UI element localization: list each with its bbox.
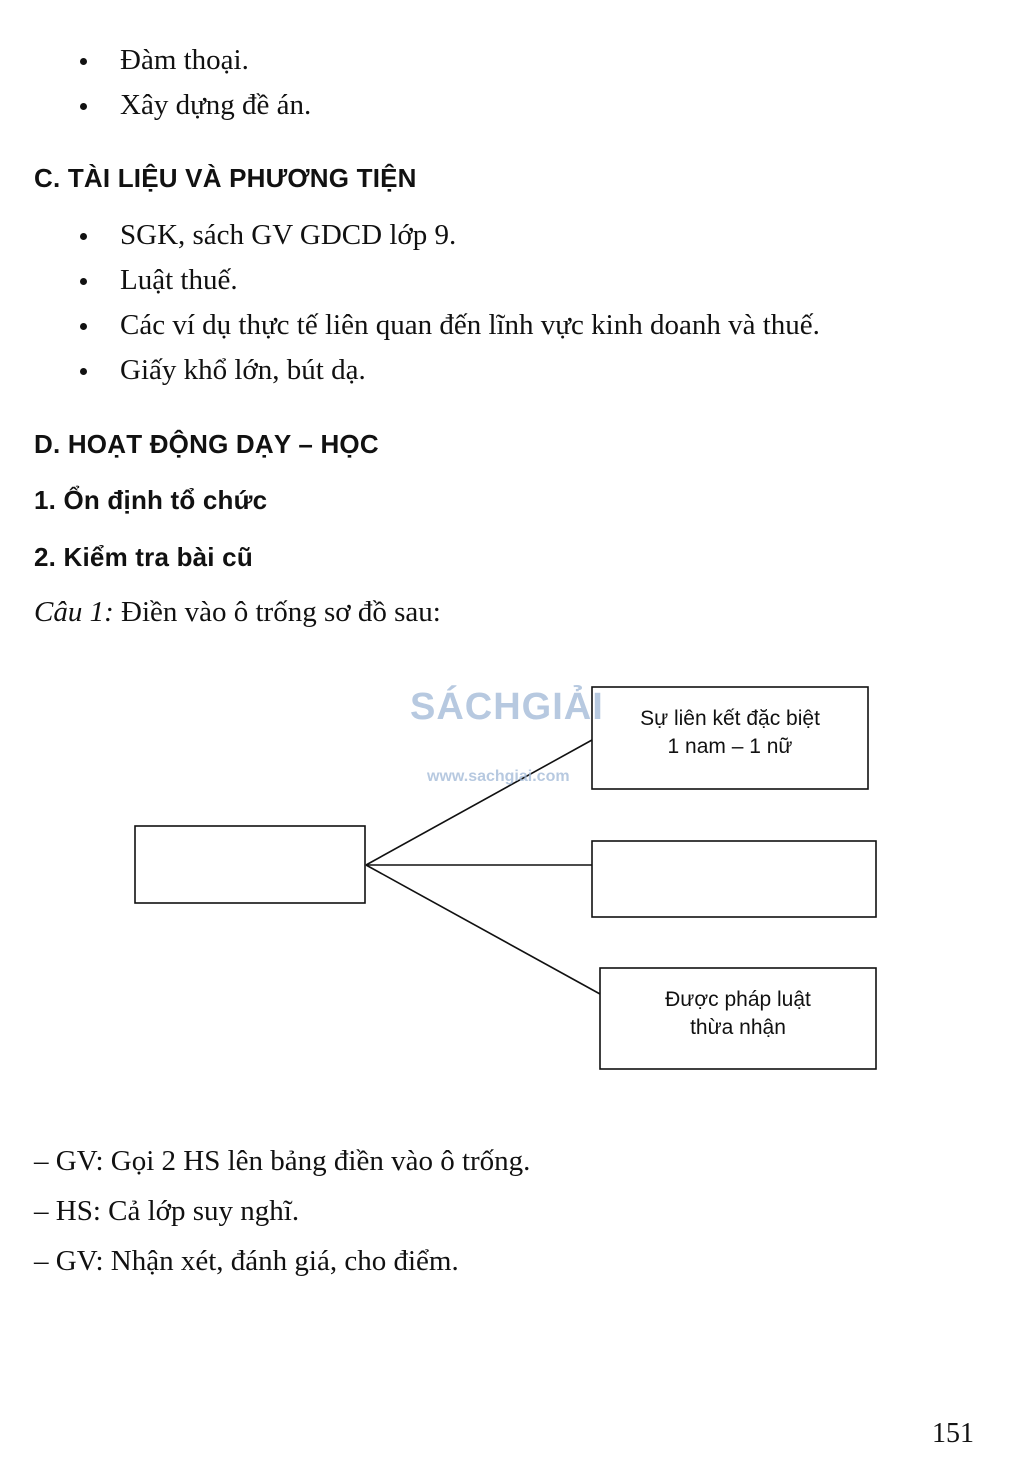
list-item: SGK, sách GV GDCD lớp 9.: [0, 213, 820, 258]
list-item: Đàm thoại.: [0, 38, 311, 83]
note-line-2: – HS: Cả lớp suy nghĩ.: [34, 1195, 300, 1227]
subheading-2: 2. Kiểm tra bài cũ: [34, 542, 253, 572]
watermark-logo: SÁCHGIẢI: [410, 686, 604, 728]
list-item: Xây dựng đề án.: [0, 83, 311, 128]
right-middle-box: [592, 841, 876, 917]
subheading-1: 1. Ổn định tổ chức: [34, 485, 268, 515]
section-d-heading: D. HOẠT ĐỘNG DẠY – HỌC: [34, 429, 379, 459]
bullet-dot-icon: [80, 278, 87, 285]
bullet-dot-icon: [80, 58, 87, 65]
connector-bottom: [366, 865, 600, 994]
question-label: Câu 1:: [34, 596, 114, 628]
bullet-dot-icon: [80, 323, 87, 330]
bullet-dot-icon: [80, 368, 87, 375]
list-item: Giấy khổ lớn, bút dạ.: [0, 348, 820, 393]
right-top-label: Sự liên kết đặc biệt 1 nam – 1 nữ: [640, 707, 820, 758]
question-line: [34, 596, 441, 629]
note-line-3: – GV: Nhận xét, đánh giá, cho điểm.: [34, 1245, 459, 1277]
question-text: Điền vào ô trống sơ đồ sau:: [113, 596, 441, 628]
bullet-dot-icon: [80, 233, 87, 240]
bullet-dot-icon: [80, 103, 87, 110]
section-c-heading: C. TÀI LIỆU VÀ PHƯƠNG TIỆN: [34, 163, 417, 193]
watermark-url: www.sachgiai.com: [427, 768, 570, 785]
note-line-1: – GV: Gọi 2 HS lên bảng điền vào ô trống.: [34, 1145, 531, 1177]
right-bottom-label: Được pháp luật thừa nhận: [665, 988, 811, 1039]
connector-top: [366, 740, 592, 865]
page-number: 151: [932, 1418, 974, 1449]
list-item: Các ví dụ thực tế liên quan đến lĩnh vực kinh doanh và thuế.: [0, 303, 820, 348]
list-item: Luật thuế.: [0, 258, 820, 303]
section-c-list: [0, 213, 820, 393]
left-box: [135, 826, 365, 903]
top-bullet-list: [0, 38, 311, 128]
